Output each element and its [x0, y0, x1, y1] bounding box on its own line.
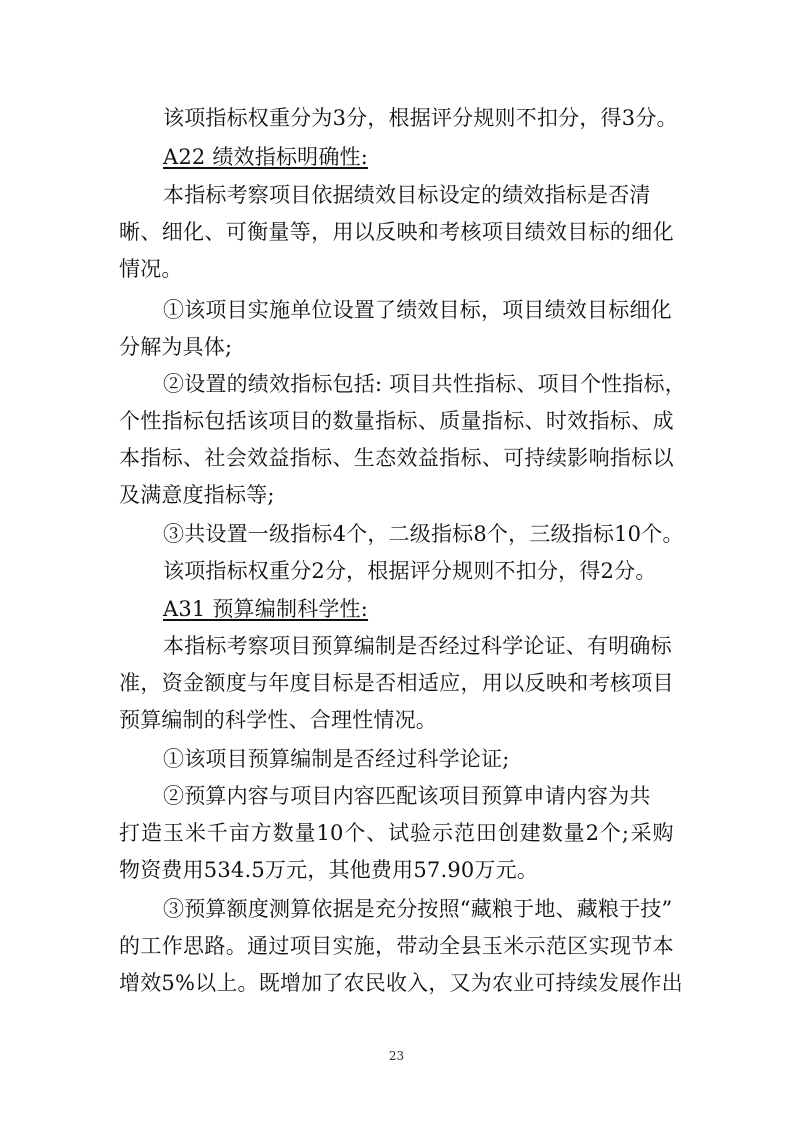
section-heading-a22: A22 绩效指标明确性: — [163, 145, 369, 169]
paragraph-line: ②设置的绩效指标包括: 项目共性指标、项目个性指标， — [163, 372, 686, 396]
paragraph-line-justified: 增 效 5% 以 上 。 既 增 加 了 农 民 收 入 ， 又 为 农 业 可 持 续 发 展 作 出 — [119, 971, 683, 995]
paragraph-line-justified: 的 工 作 思 路 。 通 过 项 目 实 施 ， 带 动 全 县 玉 米 示 范 区 实 现 节 本 — [119, 934, 674, 958]
section-heading-a31: A31 预算编制科学性: — [163, 597, 369, 621]
paragraph-line-justified: 本 指 标 、 社 会 效 益 指 标 、 生 态 效 益 指 标 、 可 持 续 影 响 指 标 以 — [119, 446, 674, 470]
paragraph-line: 情况。 — [119, 257, 183, 281]
paragraph-line-justified: 准 ， 资 金 额 度 与 年 度 目 标 是 否 相 适 应 ， 用 以 反 映 和 考 核 项 目 — [119, 671, 674, 695]
paragraph-line-justified: 打 造 玉 米 千 亩 方 数 量 10 个 、 试 验 示 范 田 创 建 数 量 2 个 ; 采 购 — [119, 821, 674, 845]
paragraph-line: 该项指标权重分2分，根据评分规则不扣分，得2分。 — [163, 559, 657, 583]
paragraph-line: 及满意度指标等; — [119, 483, 275, 507]
paragraph-line: 分解为具体; — [119, 335, 233, 359]
paragraph-line: 物资费用534.5万元，其他费用57.90万元。 — [119, 858, 539, 882]
paragraph-line: ③共设置一级指标4个，二级指标8个，三级指标10个。 — [163, 522, 684, 546]
paragraph-line: ①该项目实施单位设置了绩效目标，项目绩效目标细化 — [163, 298, 672, 322]
paragraph-line-justified: 个 性 指 标 包 括 该 项 目 的 数 量 指 标 、 质 量 指 标 、 时 效 指 标 、 成 — [119, 409, 674, 433]
paragraph-line: 预算编制的科学性、合理性情况。 — [119, 708, 437, 732]
paragraph-line: 本指标考察项目预算编制是否经过科学论证、有明确标 — [163, 634, 672, 658]
page-number: 23 — [388, 1049, 405, 1063]
paragraph-line: 该项指标权重分为3分，根据评分规则不扣分，得3分。 — [163, 106, 678, 130]
paragraph-line: ①该项目预算编制是否经过科学论证; — [163, 747, 510, 771]
paragraph-line: ③预算额度测算依据是充分按照“藏粮于地、藏粮于技” — [163, 897, 673, 921]
paragraph-line: ②预算内容与项目内容匹配该项目预算申请内容为共 — [163, 784, 651, 808]
paragraph-line: 本指标考察项目依据绩效目标设定的绩效指标是否清 — [163, 183, 651, 207]
paragraph-line-justified: 晰 、 细 化 、 可 衡 量 等 ， 用 以 反 映 和 考 核 项 目 绩 效 目 标 的 细 化 — [119, 220, 674, 244]
